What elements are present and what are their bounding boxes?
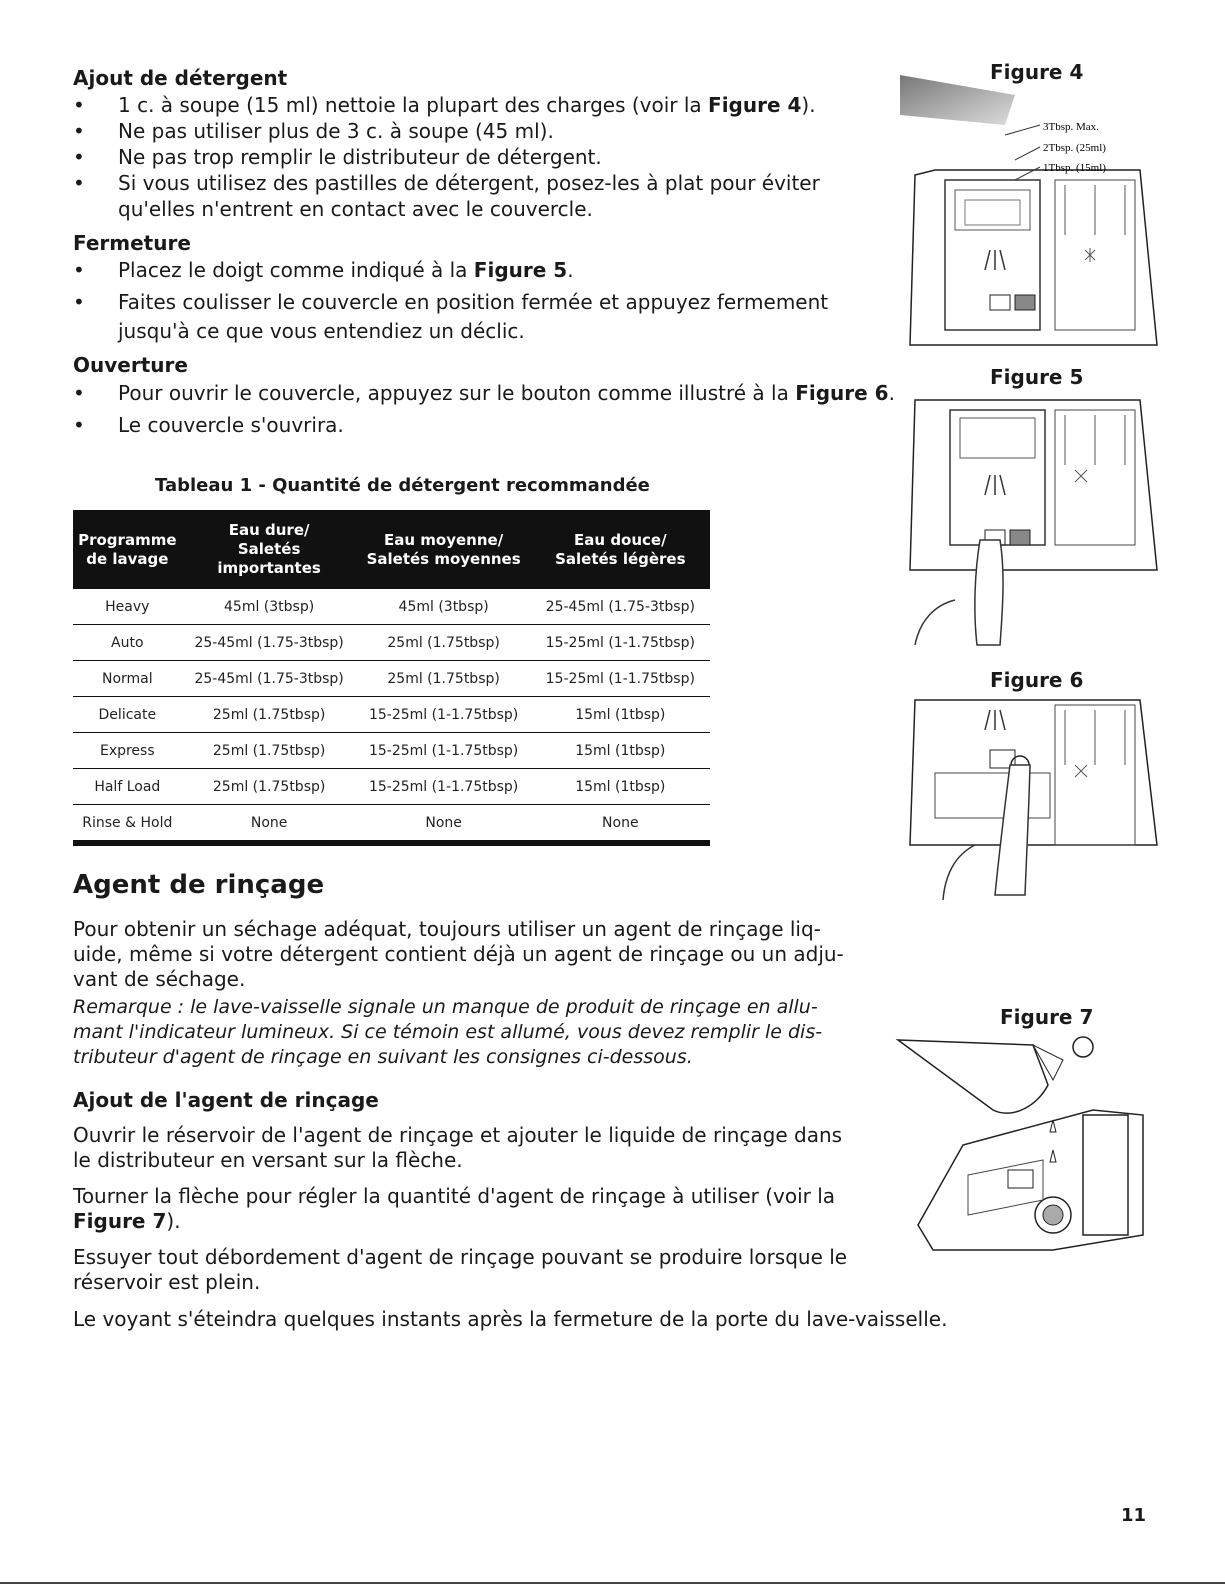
column-header: Eau moyenne/ Saletés moyennes: [357, 510, 531, 589]
section-title-fermeture: Fermeture: [73, 231, 191, 255]
table-cell: 25ml (1.75tbsp): [357, 625, 531, 661]
column-header: Eau douce/ Saletés légères: [531, 510, 710, 589]
note-paragraph: Remarque : le lave-vaisselle signale un manque de produit de rinçage en allu- mant l'indicateur lumineux. Si ce témoin est allumé, vous devez remplir le dis- tributeur d'agent de rinçage en suivant les consignes ci-dessous.: [73, 996, 823, 1068]
figure-6-label: Figure 6: [990, 668, 1084, 692]
figure-6-illustration: [895, 695, 1165, 905]
figure-reference: Figure 7: [73, 1209, 167, 1233]
paragraph: Le voyant s'éteindra quelques instants après la fermeture de la porte du lave-vaisselle.: [73, 1307, 948, 1331]
table-cell: 15-25ml (1-1.75tbsp): [531, 625, 710, 661]
figure-7-illustration: [893, 1035, 1163, 1260]
column-header: Programme de lavage: [73, 510, 182, 589]
table-cell: 25-45ml (1.75-3tbsp): [182, 625, 357, 661]
figure-reference: Figure 5: [473, 258, 568, 282]
paragraph: Essuyer tout débordement d'agent de rinçage pouvant se produire lorsque le réservoir est plein.: [73, 1245, 848, 1294]
table-row: [73, 769, 710, 805]
figure-reference: Figure 4: [708, 93, 802, 117]
table-row: [73, 661, 710, 697]
table-cell: None: [182, 805, 357, 844]
table-cell: 25-45ml (1.75-3tbsp): [531, 589, 710, 625]
page-bottom-rule: [0, 1582, 1225, 1584]
table-cell: None: [357, 805, 531, 844]
table-cell: 15ml (1tbsp): [531, 733, 710, 769]
table-cell: 25ml (1.75tbsp): [182, 769, 357, 805]
table-cell: Normal: [73, 661, 182, 697]
column-header: Eau dure/ Saletés importantes: [182, 510, 357, 589]
table-row: [73, 589, 710, 625]
table-cell: None: [531, 805, 710, 844]
paragraph: Pour obtenir un séchage adéquat, toujours utiliser un agent de rinçage liq- uide, même si votre détergent contient déjà un agent de rinçage ou un adju- vant de séchage.: [73, 917, 844, 991]
table-cell: 25ml (1.75tbsp): [182, 697, 357, 733]
table-cell: Express: [73, 733, 182, 769]
max-level-label: 3Tbsp. Max.: [1043, 121, 1099, 133]
table-cell: 25ml (1.75tbsp): [357, 661, 531, 697]
table-cell: 45ml (3tbsp): [182, 589, 357, 625]
table-cell: Half Load: [73, 769, 182, 805]
table-row: [73, 625, 710, 661]
table-cell: 15ml (1tbsp): [531, 769, 710, 805]
level-15ml-label: 1Tbsp. (15ml): [1043, 162, 1106, 174]
table-cell: 25-45ml (1.75-3tbsp): [182, 661, 357, 697]
table-cell: Auto: [73, 625, 182, 661]
level-25ml-label: 2Tbsp. (25ml): [1043, 142, 1106, 154]
table-cell: Delicate: [73, 697, 182, 733]
table-row: [73, 697, 710, 733]
detergent-table: [73, 510, 710, 846]
figure-reference: Figure 6: [795, 381, 889, 405]
figure-4-label: Figure 4: [990, 60, 1084, 84]
table-cell: 15-25ml (1-1.75tbsp): [357, 733, 531, 769]
table-row: [73, 733, 710, 769]
figure-5-illustration: [895, 390, 1165, 655]
table-cell: 45ml (3tbsp): [357, 589, 531, 625]
table-cell: 25ml (1.75tbsp): [182, 733, 357, 769]
table-caption: Tableau 1 - Quantité de détergent recommandée: [155, 475, 650, 496]
figure-7-label: Figure 7: [1000, 1005, 1094, 1029]
table-cell: 15-25ml (1-1.75tbsp): [357, 697, 531, 733]
figure-4-illustration: [895, 75, 1165, 365]
paragraph: Tourner la flèche pour régler la quantité d'agent de rinçage à utiliser (voir la Figure 7).: [73, 1184, 836, 1233]
subheading-ajout-agent-rincage: Ajout de l'agent de rinçage: [73, 1088, 379, 1112]
table-row: [73, 805, 710, 844]
table-cell: 15ml (1tbsp): [531, 697, 710, 733]
figure-5-label: Figure 5: [990, 365, 1084, 389]
page-number: 11: [1121, 1505, 1147, 1526]
section-title-ajout-detergent: Ajout de détergent: [73, 66, 288, 90]
table-cell: Rinse & Hold: [73, 805, 182, 844]
table-header-row: [73, 510, 710, 589]
table-cell: 15-25ml (1-1.75tbsp): [357, 769, 531, 805]
section-heading-agent-rincage: Agent de rinçage: [73, 870, 325, 900]
table-cell: Heavy: [73, 589, 182, 625]
table-cell: 15-25ml (1-1.75tbsp): [531, 661, 710, 697]
paragraph: Ouvrir le réservoir de l'agent de rinçage et ajouter le liquide de rinçage dans le distributeur en versant sur la flèche.: [73, 1123, 843, 1172]
section-title-ouverture: Ouverture: [73, 353, 188, 377]
